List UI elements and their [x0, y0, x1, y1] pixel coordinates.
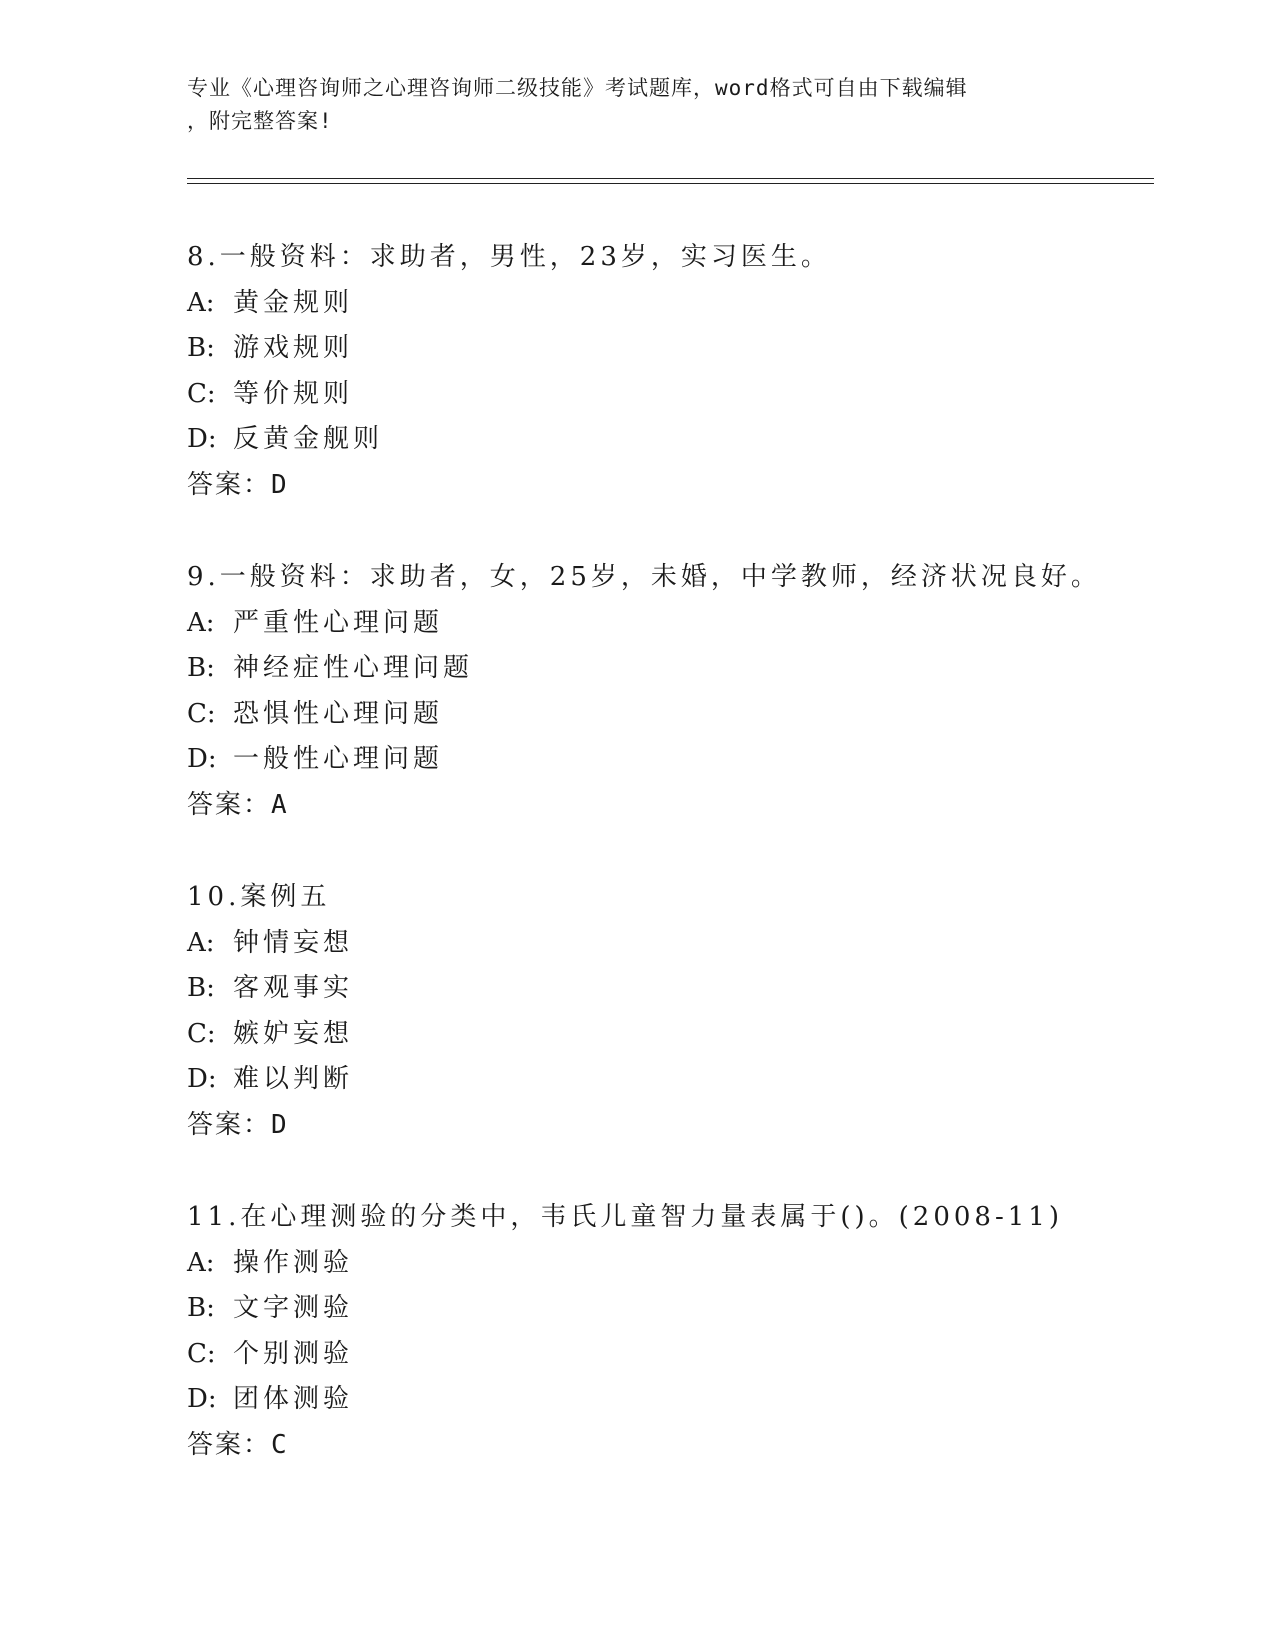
- option-a: [187, 1241, 1137, 1287]
- question-stem: 10.案例五: [187, 882, 331, 912]
- option-b: [187, 646, 1137, 692]
- option-letter: B:: [187, 333, 215, 363]
- option-letter: A:: [187, 607, 215, 638]
- header-divider-top: [187, 178, 1154, 179]
- answer-line: 答案：D: [187, 1109, 289, 1140]
- document-header: [187, 72, 1067, 138]
- option-c: [187, 1332, 1137, 1378]
- header-line-1: 专业《心理咨询师之心理咨询师二级技能》考试题库，word格式可自由下载编辑: [187, 76, 968, 100]
- option-letter: B:: [187, 973, 215, 1003]
- option-text: 嫉妒妄想: [233, 1018, 354, 1049]
- option-b: [187, 1286, 1137, 1332]
- option-letter: D:: [187, 1064, 217, 1094]
- question-stem: 8.一般资料：求助者，男性，23岁，实习医生。: [187, 242, 831, 272]
- option-letter: B:: [187, 1293, 215, 1323]
- option-d: [187, 737, 1137, 783]
- option-letter: C:: [187, 378, 216, 409]
- option-c: [187, 372, 1137, 418]
- option-letter: D:: [187, 744, 217, 774]
- option-text: 黄金规则: [233, 287, 354, 318]
- option-text: 操作测验: [233, 1247, 354, 1278]
- option-text: 文字测验: [233, 1293, 354, 1323]
- option-d: [187, 1377, 1137, 1423]
- option-letter: C:: [187, 1338, 216, 1369]
- option-letter: A:: [187, 287, 215, 318]
- question-stem: 11.在心理测验的分类中，韦氏儿童智力量表属于()。(2008-11): [187, 1202, 1063, 1232]
- question-8: [187, 235, 1137, 508]
- option-text: 钟情妄想: [233, 927, 354, 958]
- question-10: [187, 875, 1137, 1148]
- header-line-2: ，附完整答案!: [187, 109, 333, 133]
- option-b: [187, 326, 1137, 372]
- option-letter: A:: [187, 1247, 215, 1278]
- option-text: 团体测验: [233, 1384, 354, 1414]
- option-c: [187, 692, 1137, 738]
- option-text: 严重性心理问题: [233, 607, 444, 638]
- option-a: [187, 601, 1137, 647]
- option-text: 等价规则: [233, 378, 354, 409]
- option-letter: D:: [187, 424, 217, 454]
- option-text: 恐惧性心理问题: [233, 698, 444, 729]
- option-letter: D:: [187, 1384, 217, 1414]
- answer-line: 答案：A: [187, 789, 289, 820]
- answer-line: 答案：C: [187, 1429, 289, 1460]
- question-stem: 9.一般资料：求助者，女，25岁，未婚，中学教师，经济状况良好。: [187, 562, 1101, 592]
- option-text: 难以判断: [233, 1064, 354, 1094]
- option-text: 个别测验: [233, 1338, 354, 1369]
- option-letter: C:: [187, 1018, 216, 1049]
- answer-line: 答案：D: [187, 469, 289, 500]
- option-d: [187, 1057, 1137, 1103]
- option-text: 反黄金舰则: [233, 424, 384, 454]
- option-letter: B:: [187, 653, 215, 683]
- option-text: 游戏规则: [233, 333, 354, 363]
- option-b: [187, 966, 1137, 1012]
- option-text: 神经症性心理问题: [233, 653, 474, 683]
- option-letter: A:: [187, 927, 215, 958]
- header-divider-bottom: [187, 183, 1154, 184]
- question-11: [187, 1195, 1137, 1468]
- option-c: [187, 1012, 1137, 1058]
- option-letter: C:: [187, 698, 216, 729]
- option-a: [187, 921, 1137, 967]
- option-text: 一般性心理问题: [233, 744, 444, 774]
- option-a: [187, 281, 1137, 327]
- option-d: [187, 417, 1137, 463]
- option-text: 客观事实: [233, 973, 354, 1003]
- question-9: [187, 555, 1137, 828]
